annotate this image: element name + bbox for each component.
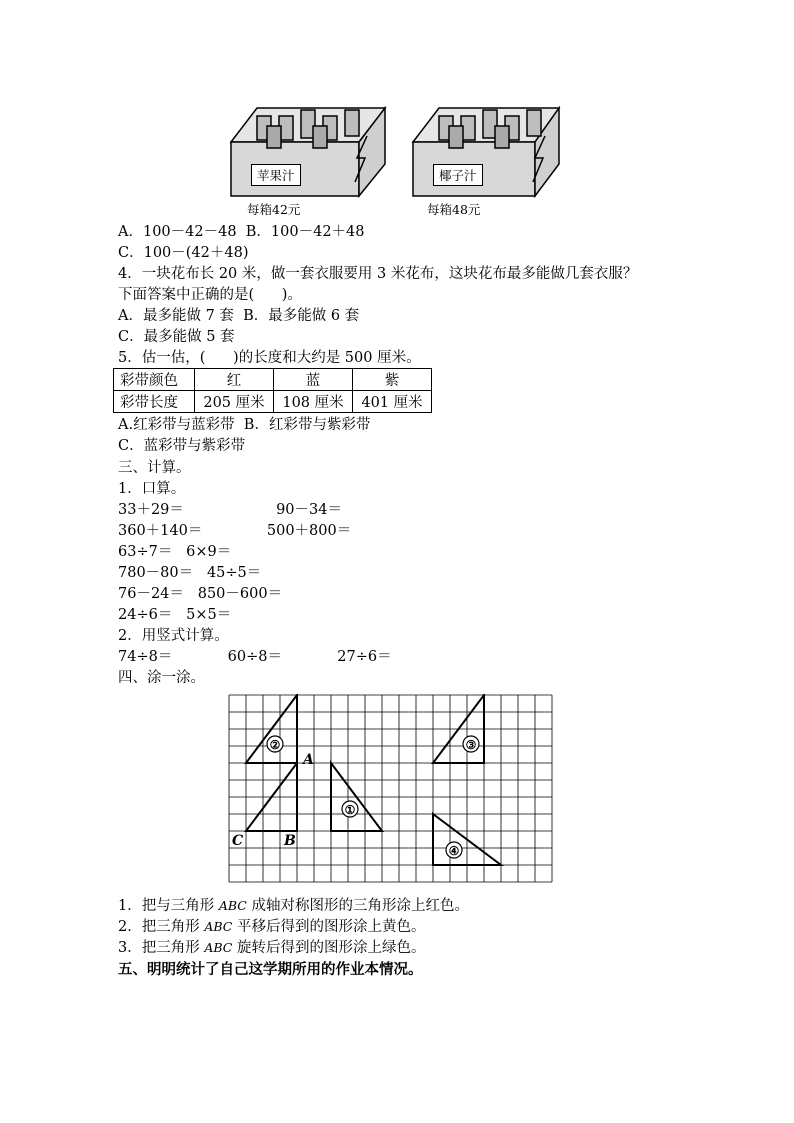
section3-title: 三、计算。 [118,460,191,476]
apple-juice-price: 每箱42元 [247,202,301,217]
q4-options-ab: A．最多能做 7 套 B．最多能做 6 套 [118,308,360,324]
point-label-b: B [284,833,296,849]
q5-stem: 5．估一估，( )的长度和大约是 500 厘米。 [118,350,421,366]
instruction-1 [118,896,469,916]
instruction-text: 3．把三角形 [118,940,205,956]
q3-options-c: C．100－(42＋48) [118,245,249,261]
triangle-grid-figure [228,694,560,886]
instruction-2 [118,917,425,937]
table-row [114,391,432,413]
mental-math-line: 33＋29＝ 90－34＝ [118,502,342,518]
instruction-text: 平移后得到的图形涂上黄色。 [232,919,426,935]
q5-options-ab: A.红彩带与蓝彩带 B．红彩带与紫彩带 [118,417,371,433]
point-label-c: C [232,833,244,849]
coconut-juice-price: 每箱48元 [427,202,481,217]
instruction-text: 旋转后得到的图形涂上绿色。 [232,940,426,956]
table-cell: 红 [195,369,274,391]
mental-math-line: 780－80＝ 45÷5＝ [118,565,262,581]
apple-juice-label: 苹果汁 [251,164,301,186]
shape-label-1: ① [344,803,356,817]
mental-math-line: 24÷6＝ 5×5＝ [118,607,232,623]
mental-math-line: 360＋140＝ 500＋800＝ [118,523,352,539]
q4-prompt: 下面答案中正确的是( )。 [118,287,302,303]
shape-label-2: ② [269,738,281,752]
shape-label-4: ④ [448,844,460,858]
q3-options-ab: A．100－42－48 B．100－42＋48 [118,224,365,240]
abc-label: ABC [218,898,247,913]
instruction-text: 2．把三角形 [118,919,205,935]
point-label-a: A [303,752,314,768]
coconut-juice-label: 椰子汁 [433,164,483,186]
table-cell: 紫 [353,369,432,391]
grid-drawing [228,694,560,886]
instruction-text: 1．把与三角形 [118,898,219,914]
instruction-text: 成轴对称图形的三角形涂上红色。 [246,898,469,914]
q4-options-c: C．最多能做 5 套 [118,329,235,345]
instruction-3 [118,938,425,958]
table-row [114,369,432,391]
mental-math-line: 76－24＝ 850－600＝ [118,586,283,602]
abc-label: ABC [204,940,233,955]
q5-options-c: C．蓝彩带与紫彩带 [118,438,246,454]
q4-stem: 4．一块花布长 20 米，做一套衣服要用 3 米花布，这块花布最多能做几套衣服？ [118,266,638,282]
juice-boxes-illustration [227,96,563,220]
section5-title: 五、明明统计了自己这学期所用的作业本情况。 [118,961,423,978]
table-cell: 彩带颜色 [114,369,195,391]
ribbon-length-table [113,368,432,413]
table-cell: 彩带长度 [114,391,195,413]
section4-title: 四、涂一涂。 [118,670,205,686]
table-cell: 蓝 [274,369,353,391]
section3-sub1: 1．口算。 [118,481,186,497]
section3-sub2: 2．用竖式计算。 [118,628,229,644]
mental-math-line: 63÷7＝ 6×9＝ [118,544,232,560]
table-cell: 108 厘米 [274,391,353,413]
abc-label: ABC [204,919,233,934]
table-cell: 401 厘米 [353,391,432,413]
table-cell: 205 厘米 [195,391,274,413]
vertical-calc-line: 74÷8＝ 60÷8＝ 27÷6＝ [118,649,392,665]
shape-label-3: ③ [465,738,477,752]
